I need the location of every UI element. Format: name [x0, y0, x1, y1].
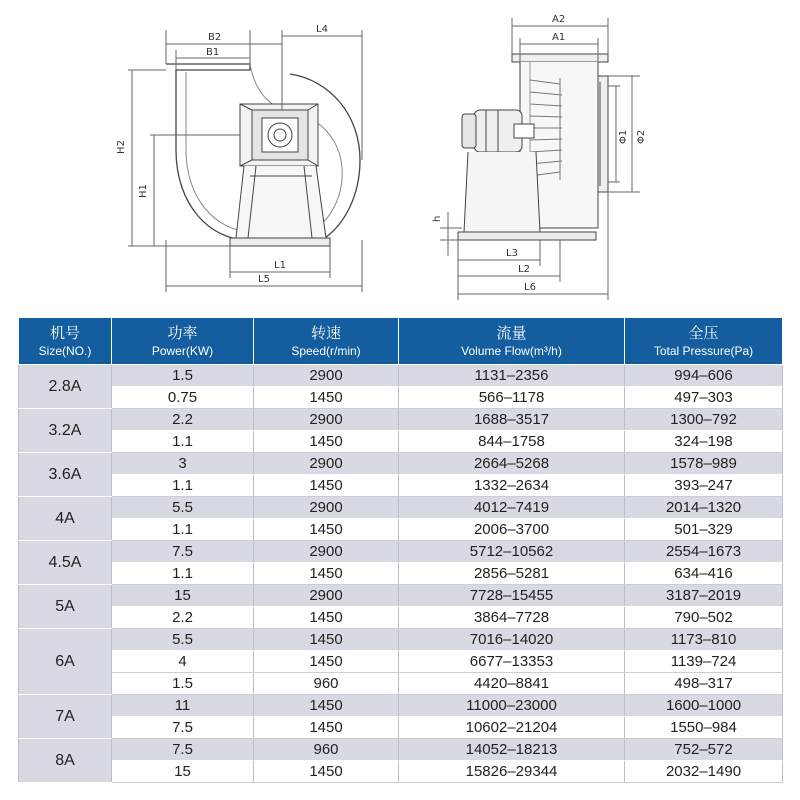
header-speed: 转速 Speed(r/min) — [254, 318, 399, 365]
speed-cell: 960 — [254, 673, 399, 695]
flow-cell: 10602–21204 — [399, 717, 625, 739]
flow-cell: 4420–8841 — [399, 673, 625, 695]
pressure-cell: 3187–2019 — [625, 585, 783, 607]
power-cell: 7.5 — [112, 541, 254, 563]
pressure-cell: 501–329 — [625, 519, 783, 541]
table-row — [19, 717, 783, 739]
flow-cell: 7016–14020 — [399, 629, 625, 651]
flow-cell: 844–1758 — [399, 431, 625, 453]
table-row — [19, 453, 783, 475]
table-row — [19, 651, 783, 673]
table-row — [19, 365, 783, 387]
speed-cell: 1450 — [254, 607, 399, 629]
pressure-cell: 497–303 — [625, 387, 783, 409]
dim-h1-label: H1 — [138, 184, 149, 198]
speed-cell: 2900 — [254, 541, 399, 563]
size-cell: 6A — [19, 629, 112, 695]
power-cell: 7.5 — [112, 739, 254, 761]
flow-cell: 6677–13353 — [399, 651, 625, 673]
pressure-cell: 498–317 — [625, 673, 783, 695]
flow-cell: 1332–2634 — [399, 475, 625, 497]
flow-cell: 2006–3700 — [399, 519, 625, 541]
table-row — [19, 585, 783, 607]
dim-b2-label: B2 — [208, 32, 222, 43]
flow-cell: 15826–29344 — [399, 761, 625, 783]
speed-cell: 1450 — [254, 563, 399, 585]
flow-cell: 7728–15455 — [399, 585, 625, 607]
table-row — [19, 673, 783, 695]
speed-cell: 1450 — [254, 717, 399, 739]
dim-l1-label: L1 — [274, 260, 286, 271]
speed-cell: 1450 — [254, 387, 399, 409]
dim-phi2-label: Φ2 — [636, 129, 647, 144]
speed-cell: 1450 — [254, 761, 399, 783]
dim-l2-label: L2 — [518, 264, 530, 275]
power-cell: 1.1 — [112, 563, 254, 585]
pressure-cell: 1550–984 — [625, 717, 783, 739]
table-row — [19, 695, 783, 717]
speed-cell: 2900 — [254, 365, 399, 387]
fan-spec-table — [18, 317, 783, 783]
pressure-cell: 994–606 — [625, 365, 783, 387]
speed-cell: 960 — [254, 739, 399, 761]
size-cell: 8A — [19, 739, 112, 783]
table-row — [19, 541, 783, 563]
flow-cell: 3864–7728 — [399, 607, 625, 629]
power-cell: 1.1 — [112, 475, 254, 497]
power-cell: 5.5 — [112, 629, 254, 651]
dim-h2-label: H2 — [116, 140, 127, 154]
power-cell: 3 — [112, 453, 254, 475]
power-cell: 1.5 — [112, 673, 254, 695]
power-cell: 11 — [112, 695, 254, 717]
pressure-cell: 790–502 — [625, 607, 783, 629]
size-cell: 3.2A — [19, 409, 112, 453]
flow-cell: 1131–2356 — [399, 365, 625, 387]
pressure-cell: 2032–1490 — [625, 761, 783, 783]
pressure-cell: 1578–989 — [625, 453, 783, 475]
speed-cell: 2900 — [254, 453, 399, 475]
flow-cell: 2856–5281 — [399, 563, 625, 585]
flow-cell: 5712–10562 — [399, 541, 625, 563]
table-row — [19, 519, 783, 541]
size-cell: 4.5A — [19, 541, 112, 585]
header-volume-flow: 流量 Volume Flow(m³/h) — [399, 318, 625, 365]
flow-cell: 1688–3517 — [399, 409, 625, 431]
power-cell: 2.2 — [112, 409, 254, 431]
header-total-pressure: 全压 Total Pressure(Pa) — [625, 318, 783, 365]
dim-l3-label: L3 — [506, 248, 518, 259]
pressure-cell: 1173–810 — [625, 629, 783, 651]
table-row — [19, 431, 783, 453]
side-view — [128, 30, 362, 292]
flow-cell: 11000–23000 — [399, 695, 625, 717]
dim-a2-label: A2 — [552, 14, 566, 25]
power-cell: 15 — [112, 761, 254, 783]
table-header-row — [19, 318, 783, 365]
power-cell: 1.5 — [112, 365, 254, 387]
speed-cell: 2900 — [254, 585, 399, 607]
pressure-cell: 2014–1320 — [625, 497, 783, 519]
table-row — [19, 475, 783, 497]
table-row — [19, 739, 783, 761]
power-cell: 2.2 — [112, 607, 254, 629]
table-row — [19, 497, 783, 519]
speed-cell: 1450 — [254, 475, 399, 497]
table-row — [19, 409, 783, 431]
table-row — [19, 563, 783, 585]
speed-cell: 1450 — [254, 629, 399, 651]
size-cell: 2.8A — [19, 365, 112, 409]
power-cell: 5.5 — [112, 497, 254, 519]
header-power: 功率 Power(KW) — [112, 318, 254, 365]
speed-cell: 1450 — [254, 519, 399, 541]
speed-cell: 2900 — [254, 497, 399, 519]
table-row — [19, 761, 783, 783]
pressure-cell: 752–572 — [625, 739, 783, 761]
power-cell: 0.75 — [112, 387, 254, 409]
speed-cell: 1450 — [254, 431, 399, 453]
table-row — [19, 607, 783, 629]
front-view — [440, 18, 640, 300]
power-cell: 1.1 — [112, 519, 254, 541]
dim-l4-label: L4 — [316, 24, 328, 35]
size-cell: 5A — [19, 585, 112, 629]
size-cell: 7A — [19, 695, 112, 739]
pressure-cell: 1600–1000 — [625, 695, 783, 717]
speed-cell: 1450 — [254, 695, 399, 717]
pressure-cell: 2554–1673 — [625, 541, 783, 563]
dim-phi1-label: Φ1 — [618, 129, 629, 144]
pressure-cell: 1139–724 — [625, 651, 783, 673]
power-cell: 15 — [112, 585, 254, 607]
power-cell: 4 — [112, 651, 254, 673]
power-cell: 1.1 — [112, 431, 254, 453]
size-cell: 4A — [19, 497, 112, 541]
table-row — [19, 387, 783, 409]
speed-cell: 2900 — [254, 409, 399, 431]
size-cell: 3.6A — [19, 453, 112, 497]
pressure-cell: 324–198 — [625, 431, 783, 453]
dim-l5-label: L5 — [258, 274, 270, 285]
flow-cell: 566–1178 — [399, 387, 625, 409]
speed-cell: 1450 — [254, 651, 399, 673]
pressure-cell: 1300–792 — [625, 409, 783, 431]
pressure-cell: 634–416 — [625, 563, 783, 585]
power-cell: 7.5 — [112, 717, 254, 739]
dim-l6-label: L6 — [524, 282, 536, 293]
header-size: 机号 Size(NO.) — [19, 318, 112, 365]
dim-b1-label: B1 — [206, 47, 220, 58]
table-row — [19, 629, 783, 651]
dim-h-label: h — [432, 215, 443, 222]
flow-cell: 14052–18213 — [399, 739, 625, 761]
pressure-cell: 393–247 — [625, 475, 783, 497]
flow-cell: 4012–7419 — [399, 497, 625, 519]
dim-a1-label: A1 — [552, 32, 566, 43]
fan-dimension-drawing — [0, 0, 800, 312]
flow-cell: 2664–5268 — [399, 453, 625, 475]
